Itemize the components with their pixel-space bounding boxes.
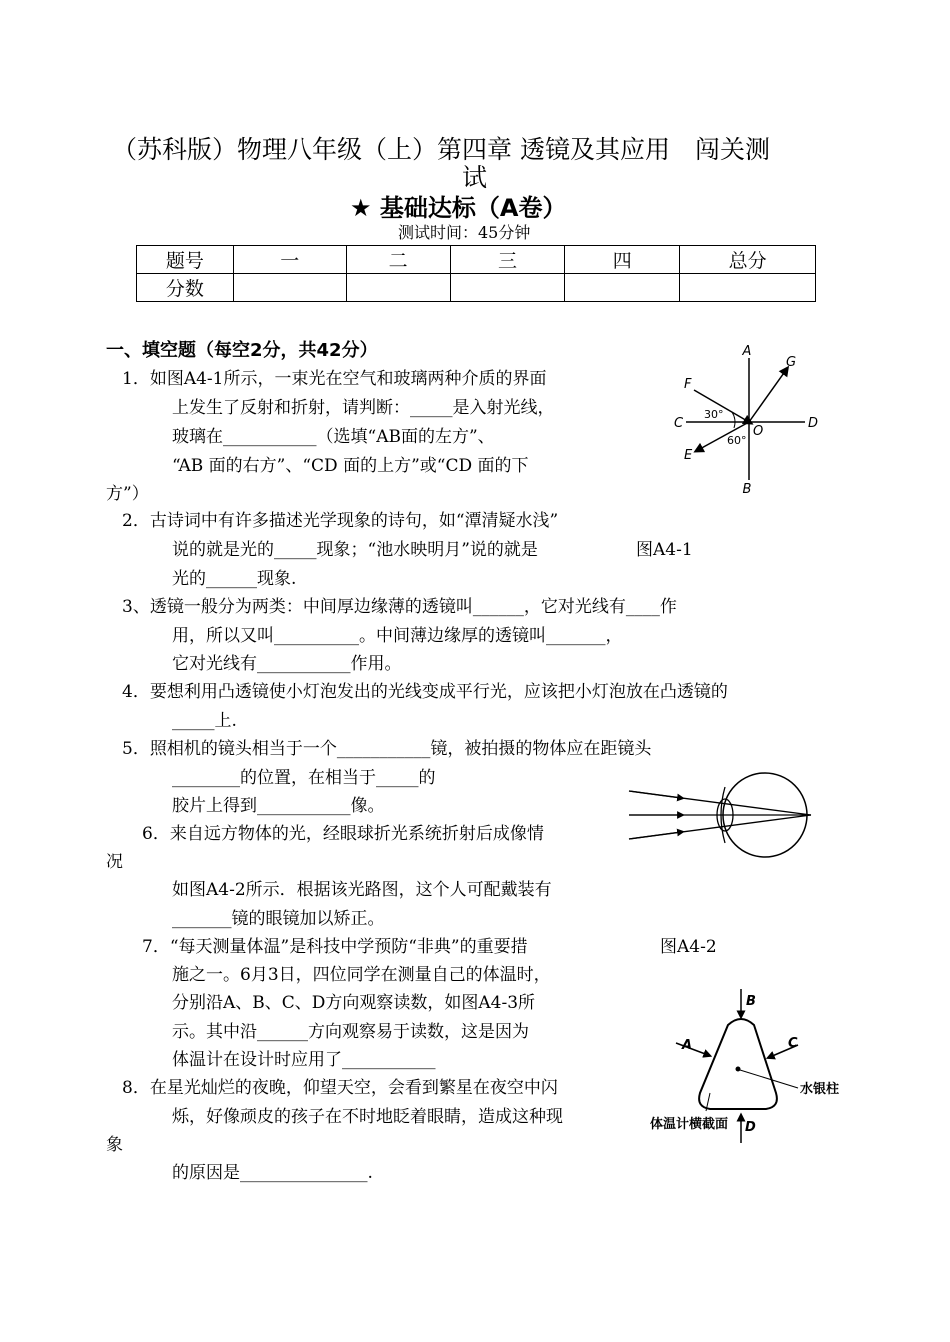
question-line: 6．来自远方物体的光，经眼球折光系统折射后成像情 <box>142 824 544 844</box>
score-cell <box>565 274 680 302</box>
figure-a4-3-thermometer-diagram <box>648 985 858 1145</box>
label-mercury-column: 水银柱 <box>800 1082 840 1097</box>
question-line: 分别沿A、B、C、D方向观察读数，如图A4-3所 <box>172 993 536 1013</box>
question-line: ________的位置，在相当于_____的 <box>172 768 436 788</box>
question-line: 象 <box>106 1135 123 1155</box>
question-line: 体温计在设计时应用了___________ <box>172 1050 436 1070</box>
question-line: 烁，好像顽皮的孩子在不时地眨着眼睛，造成这种现 <box>172 1107 563 1127</box>
page-subtitle: ★ 基础达标（A卷） <box>350 194 567 222</box>
angle-label-30: 30° <box>704 408 724 421</box>
label-d: D <box>808 416 819 431</box>
label-b: B <box>742 482 752 497</box>
score-table-score-row <box>137 274 816 302</box>
score-cell <box>680 274 816 302</box>
question-line: 上发生了反射和折射，请判断：_____是入射光线， <box>172 398 555 418</box>
label-o: O <box>753 424 764 439</box>
ray-arrow <box>629 791 681 798</box>
question-line: 它对光线有___________作用。 <box>172 654 402 674</box>
label-a: A <box>742 344 752 359</box>
score-cell <box>346 274 450 302</box>
question-line: 玻璃在___________（选填“AB面的左方”、 <box>172 427 495 447</box>
label-c: C <box>788 1036 798 1051</box>
question-line: 4．要想利用凸透镜使小灯泡发出的光线变成平行光，应该把小灯泡放在凸透镜的 <box>122 682 728 702</box>
label-b: B <box>746 994 756 1009</box>
question-line: 施之一。6月3日，四位同学在测量自己的体温时， <box>172 965 551 985</box>
score-table-header-cell: 题号 <box>137 246 234 274</box>
question-line: 况 <box>106 852 123 872</box>
score-table <box>136 245 816 302</box>
question-line: 的原因是_______________. <box>172 1163 373 1183</box>
angle-label-60: 60° <box>727 434 747 447</box>
score-table-header-row <box>137 246 816 274</box>
figure-caption: 图A4-1 <box>636 540 693 560</box>
label-cross-section: 体温计横截面 <box>650 1117 729 1132</box>
label-d: D <box>745 1120 756 1135</box>
score-cell <box>450 274 565 302</box>
page-title: （苏科版）物理八年级（上）第四章 透镜及其应用 闯关测 <box>112 135 770 164</box>
question-line: 用，所以又叫__________。中间薄边缘厚的透镜叫_______， <box>172 626 623 646</box>
score-table-header-cell: 三 <box>450 246 565 274</box>
label-c: C <box>674 416 684 431</box>
question-line: 说的就是光的_____现象；“池水映明月”说的就是 <box>172 540 538 560</box>
section-title: 一、填空题（每空2分，共42分） <box>106 340 378 361</box>
question-line: 7．“每天测量体温”是科技中学预防“非典”的重要措 <box>142 937 528 957</box>
page-title-continued: 试 <box>462 163 488 192</box>
question-line: 光的______现象. <box>172 569 297 589</box>
question-line: 胶片上得到___________像。 <box>172 796 385 816</box>
score-table-row-label: 分数 <box>137 274 234 302</box>
question-line: _______镜的眼镜加以矫正。 <box>172 909 385 929</box>
question-line: 8．在星光灿烂的夜晚，仰望天空，会看到繁星在夜空中闪 <box>122 1078 558 1098</box>
label-e: E <box>684 448 693 463</box>
question-line: 3、透镜一般分为两类：中间厚边缘薄的透镜叫______，它对光线有____作 <box>122 597 677 617</box>
question-line: 示。其中沿______方向观察易于读数，这是因为 <box>172 1022 529 1042</box>
question-line: 方”） <box>106 484 149 504</box>
score-table-header-cell: 二 <box>346 246 450 274</box>
ray-og <box>749 370 786 422</box>
question-line: 如图A4-2所示．根据该光路图，这个人可配戴装有 <box>172 880 552 900</box>
score-table-header-cell: 总分 <box>680 246 816 274</box>
figure-a4-1-reflection-diagram <box>660 340 830 500</box>
figure-caption: 图A4-2 <box>660 937 717 957</box>
label-a: A <box>682 1038 693 1053</box>
label-g: G <box>786 355 797 370</box>
ray-arrow <box>629 832 681 839</box>
mercury-column-dot <box>736 1067 741 1072</box>
question-line: 1．如图A4-1所示，一束光在空气和玻璃两种介质的界面 <box>122 369 547 389</box>
score-cell <box>233 274 346 302</box>
test-time: 测试时间：45分钟 <box>398 223 531 242</box>
question-line: 2．古诗词中有许多描述光学现象的诗句，如“潭清疑水浅” <box>122 511 559 531</box>
question-line: _____上. <box>172 711 237 731</box>
thermometer-cross-section <box>699 1019 777 1109</box>
figure-a4-2-eye-diagram <box>625 765 820 865</box>
score-table-header-cell: 四 <box>565 246 680 274</box>
question-line: 5．照相机的镜头相当于一个___________镜，被拍摄的物体应在距镜头 <box>122 739 652 759</box>
score-table-header-cell: 一 <box>233 246 346 274</box>
question-line: “AB 面的右方”、“CD 面的上方”或“CD 面的下 <box>172 456 529 476</box>
label-f: F <box>684 377 692 392</box>
